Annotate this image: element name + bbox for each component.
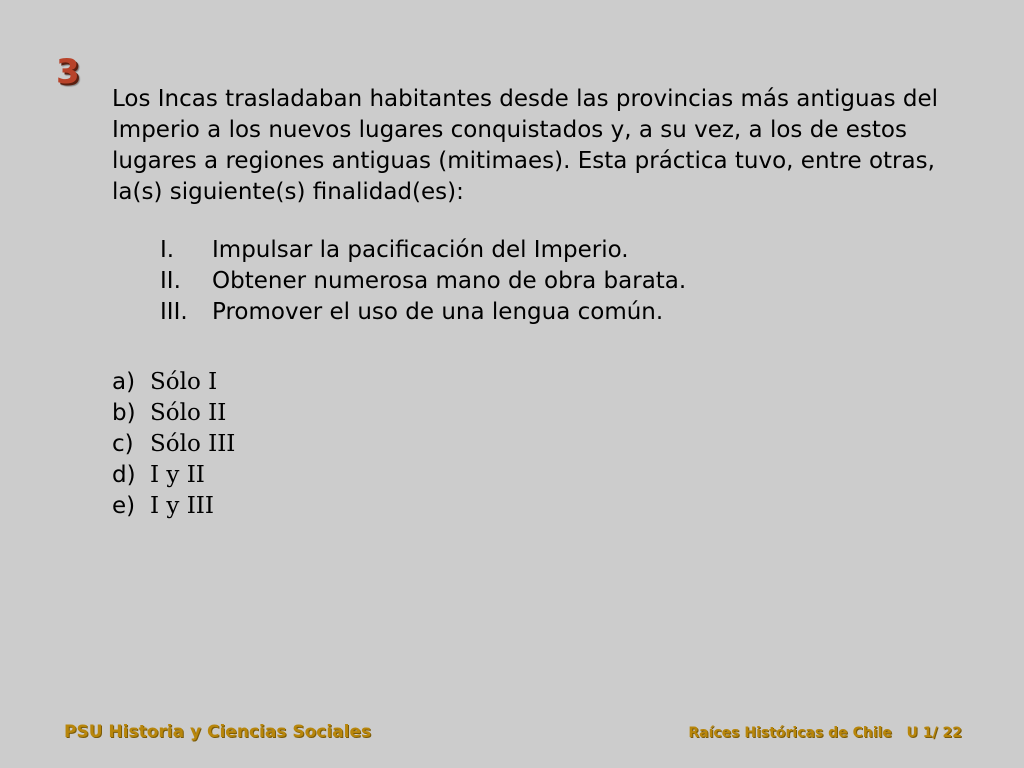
question-number: 3 [56,52,80,92]
option-letter: b) [112,400,136,426]
statement-number: III. [160,299,188,325]
option-text: Sólo III [150,431,236,457]
option-letter: d) [112,462,136,488]
statement-number: II. [160,268,181,294]
option-text: Sólo II [150,400,227,426]
option-text: Sólo I [150,369,218,395]
question-stem: Los Incas trasladaban habitantes desde las provincias más antiguas del Imperio a los nuevos lugares conquistados y, a su vez, a los de estos lugares a regiones antiguas (mitimaes). Esta práctica tuvo, entre otras, la(s) siguiente(s) finalidad(es): [112,86,939,205]
option-letter: e) [112,493,136,519]
statement-list [160,235,686,328]
statement-item [160,266,686,297]
statement-text: Obtener numerosa mano de obra barata. [212,268,687,294]
statement-text: Promover el uso de una lengua común. [212,299,664,325]
answer-option-e[interactable] [112,491,235,522]
option-text: I y III [150,493,214,519]
answer-option-b[interactable] [112,398,235,429]
option-letter: c) [112,431,134,457]
option-letter: a) [112,369,136,395]
answer-option-c[interactable] [112,429,235,460]
statement-text: Impulsar la pacificación del Imperio. [212,237,629,263]
footer-unit-page: Raíces Históricas de Chile U 1/ 22 [688,725,962,741]
option-text: I y II [150,462,205,488]
answer-option-d[interactable] [112,460,235,491]
statement-number: I. [160,237,175,263]
footer-course-title: PSU Historia y Ciencias Sociales [64,722,372,742]
statement-item [160,297,686,328]
answer-options [112,367,235,522]
answer-option-a[interactable] [112,367,235,398]
statement-item [160,235,686,266]
